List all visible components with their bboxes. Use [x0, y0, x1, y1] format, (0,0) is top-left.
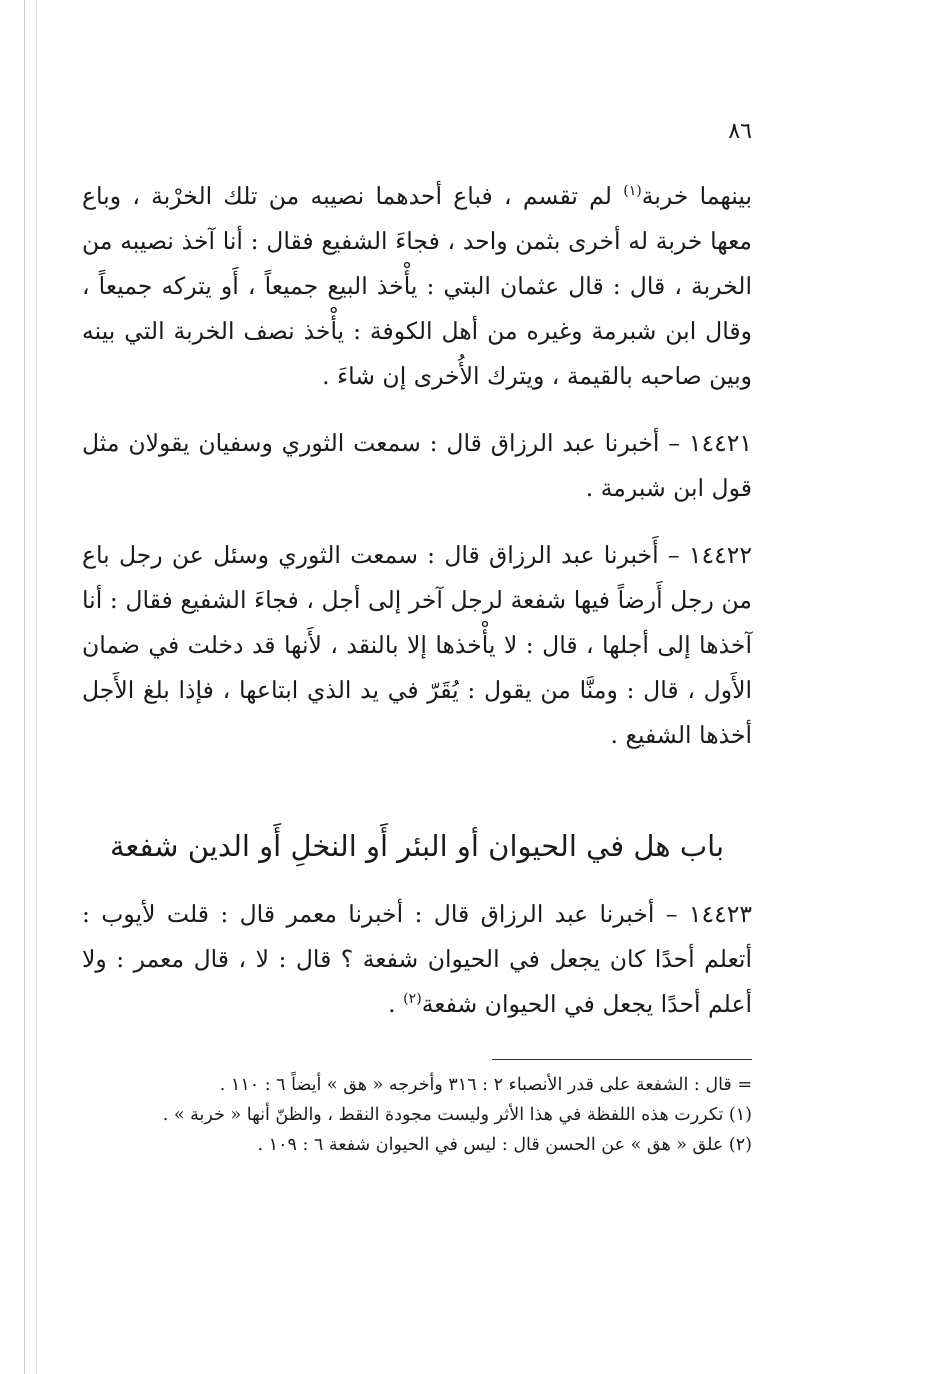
footnote-2: (٢) علق « هق » عن الحسن قال : ليس في الحيوان شفعة ٦ : ١٠٩ .: [257, 1135, 752, 1155]
hadith-14423: ١٤٤٢٣ – أخبرنا عبد الرزاق قال : أخبرنا معمر قال : قلت لأيوب : أتعلم أحدًا كان يجعل في الحيوان شفعة ؟ قال : لا ، قال معمر : ولا أعلم أحدًا يجعل في الحيوان شفعة$^{(٢)}$ .: [82, 900, 752, 1018]
chapter-heading: باب هل في الحيوان أو البئر أَو النخلِ أَو الدين شفعة: [109, 829, 725, 863]
scan-edge-line: [24, 0, 25, 1374]
footnote-continuation: = قال : الشفعة على قدر الأنصباء ٢ : ٣١٦ وأخرجه « هق » أيضاً ٦ : ١١٠ .: [219, 1075, 752, 1095]
footnote-divider: [492, 1059, 752, 1060]
hadith-14422: ١٤٤٢٢ – أَخبرنا عبد الرزاق قال : سمعت الثوري وسئل عن رجل باع من رجل أَرضاً فيها شفعة لرجل آخر إلى أجل ، فجاءَ الشفيع فقال : أنا آخذها إلى أجلها ، قال : لا يأْخذها إلا بالنقد ، لأَنها قد دخلت في ضمان الأَول ، قال : ومنَّا من يقول : يُقَرّ في يد الذي ابتاعها ، فإذا بلغ الأَجل أخذها الشفيع .: [82, 541, 752, 749]
book-page: [82, 112, 752, 1160]
scan-edge-line-inner: [36, 0, 37, 1374]
footnote-1: (١) تكررت هذه اللفظة في هذا الأثر وليست مجودة النقط ، والظنّ أنها « خربة » .: [162, 1105, 752, 1125]
hadith-14421: ١٤٤٢١ – أخبرنا عبد الرزاق قال : سمعت الثوري وسفيان يقولان مثل قول ابن شبرمة .: [82, 429, 752, 502]
paragraph-continuation: بينهما خربة$^{(١)}$ لم تقسم ، فباع أحدهما نصيبه من تلك الخرْبة ، وباع معها خربة له أخرى بثمن واحد ، فجاءَ الشفيع فقال : أنا آخذ نصيبه من الخربة ، قال : قال عثمان البتي : يأْخذ البيع جميعاً ، أَو يتركه جميعاً ، وقال ابن شبرمة وغيره من أهل الكوفة : يأْخذ نصف الخربة التي بينه وبين صاحبه بالقيمة ، ويترك الأُخرى إن شاءَ .: [82, 182, 752, 390]
page-number: ٨٦: [728, 119, 752, 144]
